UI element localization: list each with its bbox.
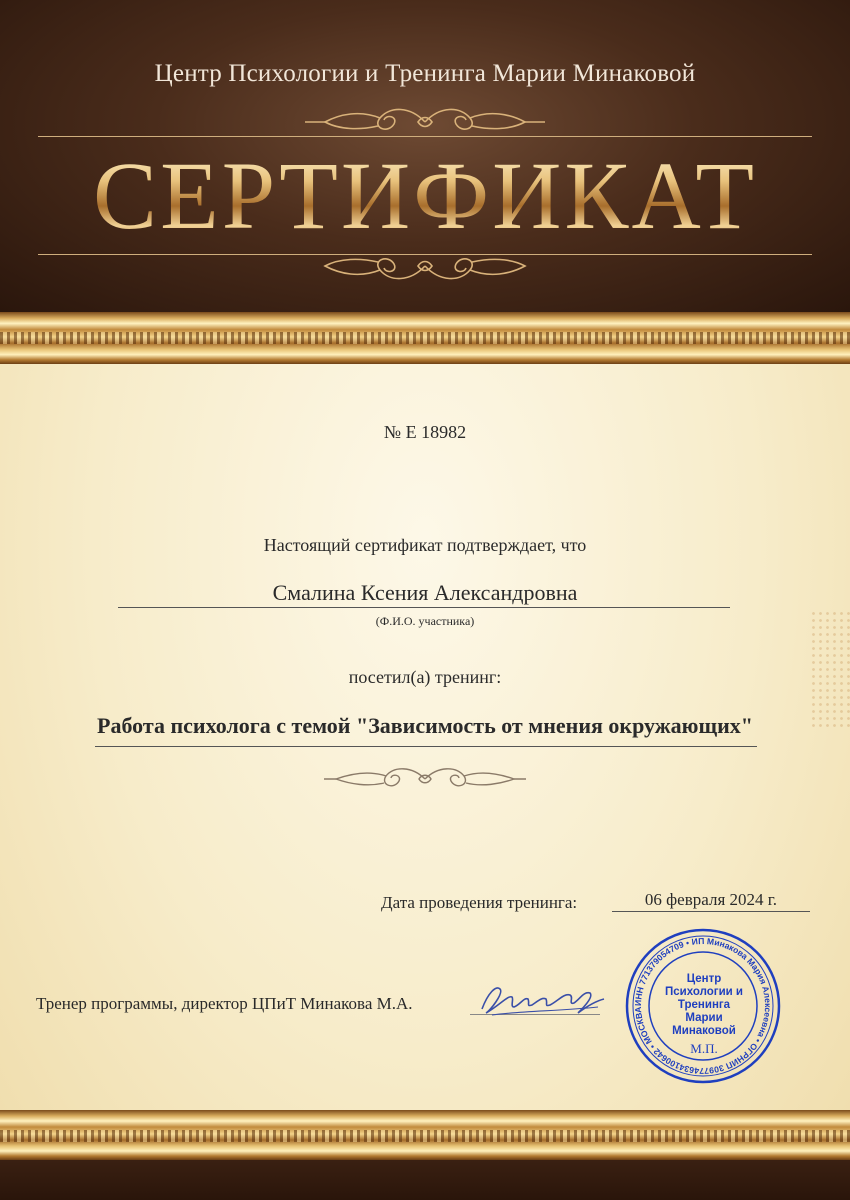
organization-name: Центр Психологии и Тренинга Марии Минаковой: [154, 60, 696, 87]
stamp-center-text: Центр Психологии и Тренинга Марии Минаковой: [665, 973, 743, 1037]
svg-text:ИНН 771379054709 • ИП Минакова: ИНН 771379054709 • ИП Минакова Мария Алексеевна • ОГРНИП 309774634100642 • МОСКВА: [632, 935, 774, 1077]
certificate-number: № Е 18982: [383, 422, 467, 442]
ornament-bottom-icon: [300, 244, 550, 288]
attended-text: посетил(а) тренинг:: [348, 667, 502, 687]
training-underline: [95, 746, 757, 747]
signature-icon: [470, 975, 610, 1025]
certificate-title: СЕРТИФИКАТ: [0, 146, 850, 246]
training-title: Работа психолога с темой "Зависимость от мнения окружающих": [97, 713, 753, 738]
gold-band-bottom: [0, 1110, 850, 1160]
name-underline: [118, 607, 730, 608]
name-hint: (Ф.И.О. участника): [375, 614, 475, 628]
ornament-top-icon: [300, 100, 550, 144]
date-label: Дата проведения тренинга:: [381, 893, 578, 912]
date-underline: [612, 911, 810, 912]
footer-panel: [0, 1160, 850, 1200]
header-panel: [0, 0, 850, 312]
confirm-text: Настоящий сертификат подтверждает, что: [263, 535, 587, 555]
ornament-middle-icon: [322, 758, 528, 800]
gold-band-top: [0, 312, 850, 364]
stamp-seal-label: М.П.: [690, 1041, 718, 1056]
trainer-text: Тренер программы, директор ЦПиТ Минакова М.А.: [36, 994, 413, 1013]
participant-name: Смалина Ксения Александровна: [272, 580, 578, 605]
date-value: 06 февраля 2024 г.: [644, 890, 778, 909]
